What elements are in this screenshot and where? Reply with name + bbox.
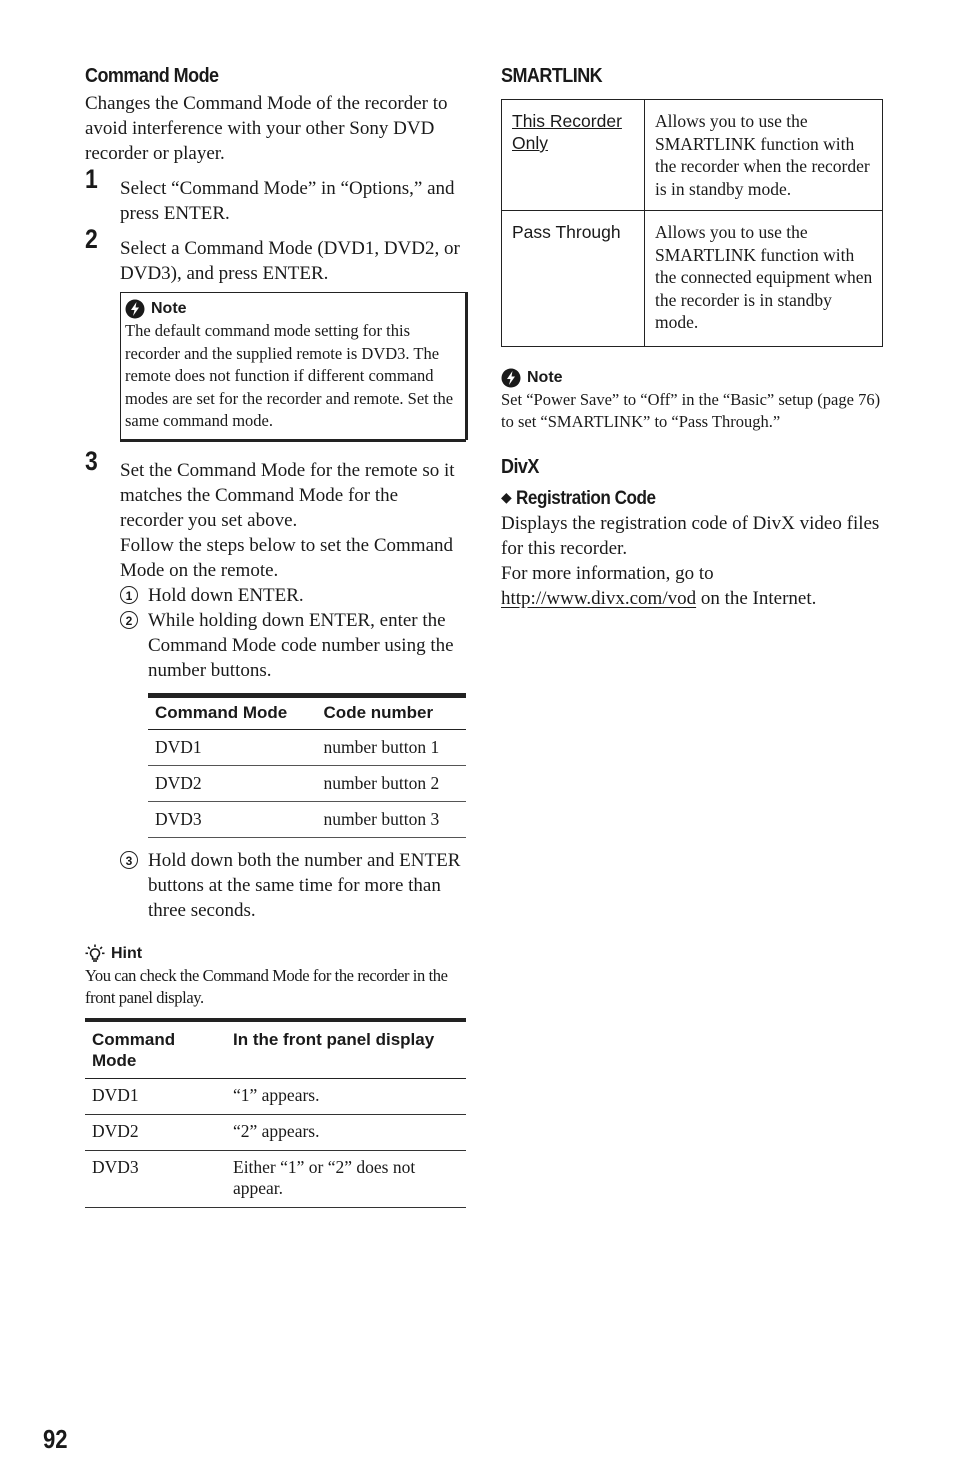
smartlink-option-label: This Recorder Only	[512, 111, 622, 153]
note-icon	[125, 299, 145, 319]
substep-2-number: 2	[120, 611, 138, 629]
column-header: Command Mode	[148, 695, 317, 729]
smartlink-option-label: Pass Through	[512, 222, 621, 242]
smartlink-heading: SMARTLINK	[501, 65, 603, 87]
table-row	[502, 100, 883, 211]
column-header: Code number	[317, 695, 466, 729]
note-text: The default command mode setting for this recorder and the supplied remote is DVD3. The remote does not function if different command modes are set for the recorder and remote. Set the same command mode.	[125, 321, 454, 430]
table-cell: number button 2	[317, 765, 466, 801]
substep-2	[120, 608, 466, 683]
step-3	[85, 445, 466, 683]
registration-code-title: Registration Code	[515, 487, 656, 509]
table-row	[148, 801, 466, 837]
hint-header	[85, 943, 466, 965]
smartlink-note-title: Note	[527, 368, 563, 386]
smartlink-note-text: Set “Power Save” to “Off” in the “Basic” setup (page 76) to set “SMARTLINK” to “Pass Through.”	[501, 389, 881, 431]
substep-1-number: 1	[120, 586, 138, 604]
table-cell: DVD1	[85, 1078, 226, 1114]
divx-more-info	[501, 561, 883, 611]
column-header: Command Mode	[85, 1020, 226, 1079]
step-2	[85, 224, 466, 286]
step-3-number: 3	[85, 445, 98, 476]
table-cell: Allows you to use the SMARTLINK function with the connected equipment when the recorder is in standby mode.	[645, 211, 883, 347]
substep-3	[120, 848, 466, 923]
lightbulb-icon	[85, 944, 105, 964]
smartlink-table	[501, 99, 883, 347]
command-mode-heading: Command Mode	[85, 65, 219, 87]
more-info-suffix: on the Internet.	[696, 587, 817, 609]
front-panel-display-table	[85, 1018, 466, 1208]
diamond-icon: ◆	[501, 491, 512, 506]
table-cell: DVD2	[148, 765, 317, 801]
table-row	[148, 765, 466, 801]
page-number: 92	[43, 1424, 68, 1454]
note-header	[125, 298, 459, 320]
table-cell: DVD2	[85, 1114, 226, 1150]
table-cell: Either “1” or “2” does not appear.	[226, 1150, 466, 1207]
table-cell: Allows you to use the SMARTLINK function with the recorder when the recorder is in standby mode.	[645, 100, 883, 211]
table-header-row	[85, 1020, 466, 1079]
step-1	[85, 164, 466, 226]
table-cell: “2” appears.	[226, 1114, 466, 1150]
right-column	[501, 62, 883, 611]
table-row	[85, 1150, 466, 1207]
step-3-followup: Follow the steps below to set the Command Mode on the remote.	[120, 534, 454, 581]
table-cell	[502, 211, 645, 347]
substep-3-text: Hold down both the number and ENTER buttons at the same time for more than three seconds.	[148, 849, 461, 921]
command-mode-intro: Changes the Command Mode of the recorder to avoid interference with your other Sony DVD recorder or player.	[85, 93, 448, 164]
substep-2-text: While holding down ENTER, enter the Command Mode code number using the number buttons.	[148, 609, 454, 681]
column-header: In the front panel display	[226, 1020, 466, 1079]
table-cell: DVD3	[85, 1150, 226, 1207]
table-row	[85, 1114, 466, 1150]
divx-link[interactable]: http://www.divx.com/vod	[501, 587, 697, 609]
registration-code-subheading	[501, 487, 883, 511]
step-1-text: Select “Command Mode” in “Options,” and press ENTER.	[120, 178, 455, 224]
step-3-text: Set the Command Mode for the remote so it matches the Command Mode for the recorder you set above.	[120, 459, 455, 531]
table-row	[502, 211, 883, 347]
table-cell: number button 1	[317, 729, 466, 765]
substep-1	[120, 583, 466, 608]
step-2-number: 2	[85, 224, 98, 254]
table-cell: “1” appears.	[226, 1078, 466, 1114]
hint-title: Hint	[111, 944, 143, 962]
step-1-number: 1	[85, 164, 98, 194]
code-number-table	[148, 693, 466, 838]
divx-text: Displays the registration code of DivX video files for this recorder.	[501, 512, 880, 559]
more-info-prefix: For more information, go to	[501, 562, 714, 584]
substep-3-number: 3	[120, 851, 138, 869]
note-title: Note	[151, 300, 187, 317]
table-cell: DVD1	[148, 729, 317, 765]
table-row	[148, 729, 466, 765]
left-column	[85, 62, 466, 1208]
hint-text: You can check the Command Mode for the recorder in the front panel display.	[85, 965, 448, 1007]
substep-1-text: Hold down ENTER.	[148, 584, 304, 606]
table-header-row	[148, 695, 466, 729]
step-2-text: Select a Command Mode (DVD1, DVD2, or DVD3), and press ENTER.	[120, 238, 460, 284]
table-row	[85, 1078, 466, 1114]
table-cell: number button 3	[317, 801, 466, 837]
divx-heading: DivX	[501, 455, 539, 478]
note-icon	[501, 368, 521, 388]
note-box	[120, 292, 466, 440]
table-cell: DVD3	[148, 801, 317, 837]
smartlink-note-header	[501, 367, 883, 389]
table-cell	[502, 100, 645, 211]
